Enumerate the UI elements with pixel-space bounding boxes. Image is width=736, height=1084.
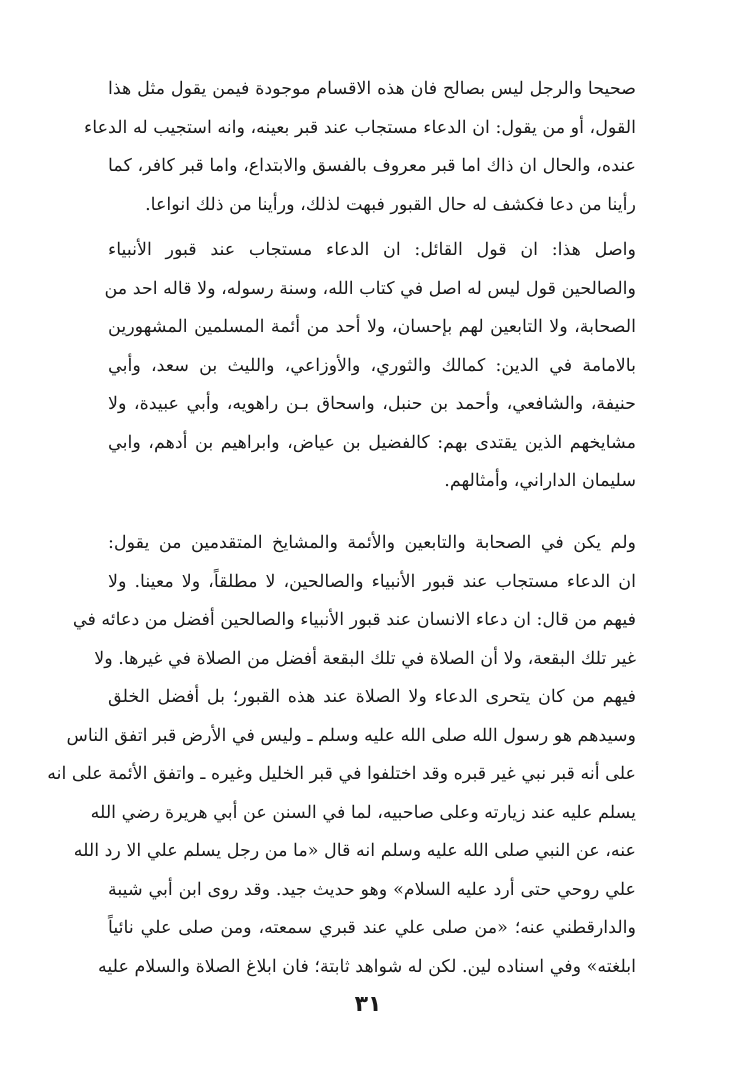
text-line: ولم يكن في الصحابة والتابعين والأئمة والمشايخ المتقدمين من يقول: [108, 533, 636, 553]
text-line: مشايخهم الذين يقتدى بهم: كالفضيل بن عياض، وابراهيم بن أدهم، وابي [108, 432, 636, 453]
text-line: رأينا من دعا فكشف له حال القبور فبهت لذلك، ورأينا من ذلك انواعا. [145, 194, 636, 215]
text-line: ان الدعاء مستجاب عند قبور الأنبياء والصالحين، لا مطلقاً، ولا معينا. ولا [108, 571, 636, 592]
text-line: عنه، عن النبي صلى الله عليه وسلم انه قال «ما من رجل يسلم علي الا رد الله [73, 841, 636, 861]
text-line: على أنه قبر نبي غير قبره وقد اختلفوا في قبر الخليل وغيره ـ واتفق الأئمة على انه [47, 764, 636, 784]
text-line: فيهم من قال: ان دعاء الانسان عند قبور الأنبياء والصالحين أفضل من دعائه في [72, 610, 636, 630]
text-line: الصحابة، ولا التابعين لهم بإحسان، ولا أحد من أئمة المسلمين المشهورين [108, 317, 636, 337]
text-line: وسيدهم هو رسول الله صلى الله عليه وسلم ـ وليس في الأرض قبر اتفق الناس [66, 725, 636, 746]
text-line: عنده، والحال ان ذاك اما قبر معروف بالفسق والابتداع، واما قبر كافر، كما [108, 156, 636, 176]
text-line: والدارقطني عنه؛ «من صلى علي عند قبري سمعته، ومن صلى علي نائياً [108, 918, 636, 938]
text-line: فيهم من كان يتحرى الدعاء ولا الصلاة عند هذه القبور؛ بل أفضل الخلق [108, 687, 636, 707]
text-line: يسلم عليه عند زيارته وعلى صاحبيه، لما في السنن عن أبي هريرة رضي الله [90, 802, 636, 823]
paragraph-2 [104, 231, 636, 501]
text-line: القول، أو من يقول: ان الدعاء مستجاب عند قبر بعينه، وانه استجيب له الدعاء [84, 117, 636, 138]
text-line: والصالحين قول ليس له اصل في كتاب الله، وسنة رسوله، ولا قاله احد من [104, 278, 636, 299]
text-line: حنيفة، والشافعي، وأحمد بن حنبل، واسحاق بـن راهويه، وأبي عبيدة، ولا [108, 394, 636, 414]
paragraph-1 [84, 70, 636, 224]
page-number: ٣١ [354, 992, 382, 1017]
text-line: صحيحا والرجل ليس بصالح فان هذه الاقسام موجودة فيمن يقول مثل هذا [108, 79, 636, 99]
text-line: علي روحي حتى أرد عليه السلام» وهو حديث جيد. وقد روى ابن أبي شيبة [108, 879, 636, 900]
text-line: ابلغته» وفي اسناده لين. لكن له شواهد ثابتة؛ فان ابلاغ الصلاة والسلام عليه [98, 956, 636, 977]
text-line: غير تلك البقعة، ولا أن الصلاة في تلك البقعة أفضل من الصلاة في غيرها. ولا [94, 648, 636, 669]
text-line: سليمان الداراني، وأمثالهم. [444, 471, 636, 491]
paragraph-3 [47, 524, 636, 986]
text-line: واصل هذا: ان قول القائل: ان الدعاء مستجاب عند قبور الأنبياء [108, 240, 636, 260]
text-line: بالامامة في الدين: كمالك والثوري، والأوزاعي، والليث بن سعد، وأبي [108, 355, 636, 376]
